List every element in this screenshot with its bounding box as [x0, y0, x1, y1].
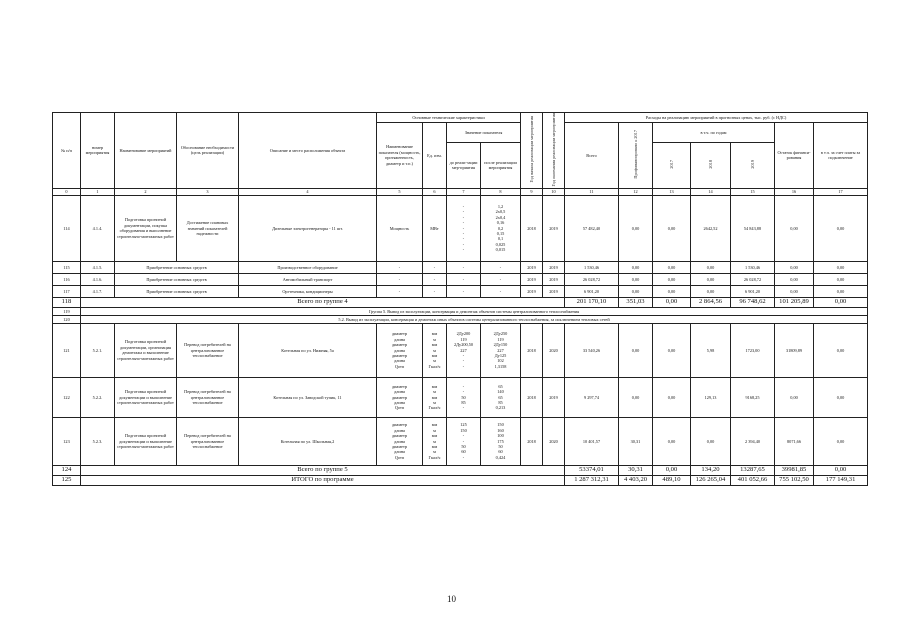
row-total: 201 170,10 — [565, 297, 619, 307]
row-no: 119 — [53, 307, 81, 315]
row-after: 1,2 2x0,5 2x0,4 0,16 0,2 0,15 0,1 0,025 0,015 — [481, 195, 521, 261]
row-total: 1 530,46 — [565, 261, 619, 273]
row-total: 33 540,26 — [565, 323, 619, 377]
hdr-financed: Профинансировано к 2017 — [619, 123, 653, 189]
row-no: 122 — [53, 377, 81, 417]
hdr-reason: Обоснование необходимости (цель реализации) — [177, 113, 239, 189]
program-total-row — [53, 475, 868, 485]
row-param: - — [377, 273, 423, 285]
hdr-tech-group: Основные технические характеристики — [377, 113, 521, 123]
row-name: Подготовка проектной документации, организация демонтажа и выполнение строительно-монтажных работ — [115, 323, 177, 377]
col-number: 16 — [775, 188, 814, 195]
row-2018: 2 864,56 — [691, 297, 731, 307]
row-unit: мм м мм м Гкал/ч — [423, 377, 447, 417]
row-remain: 39981,85 — [775, 465, 814, 475]
row-year-start: 2019 — [521, 261, 543, 273]
hdr-values-group: Значение показателя — [447, 123, 521, 143]
row-fee: 0,00 — [814, 377, 868, 417]
row-2017: 0,00 — [653, 297, 691, 307]
row-unit: - — [423, 273, 447, 285]
row-no: 120 — [53, 315, 81, 323]
row-before: - - 50 85 - — [447, 377, 481, 417]
row-remain: 0,00 — [775, 285, 814, 297]
hdr-year-start: Год начала реализации мероприятия — [521, 113, 543, 189]
row-param: Мощность — [377, 195, 423, 261]
col-number: 3 — [177, 188, 239, 195]
col-number: 4 — [239, 188, 377, 195]
row-total: 26 028,72 — [565, 273, 619, 285]
row-fee: 0,00 — [814, 297, 868, 307]
row-no: 117 — [53, 285, 81, 297]
row-desc: Дизельные электрогенераторы - 11 шт. — [239, 195, 377, 261]
row-remain: 0,00 — [775, 273, 814, 285]
row-financed: 0,00 — [619, 323, 653, 377]
hdr-2019: 2019 — [731, 142, 775, 188]
group-total-label: Всего по группе 4 — [81, 297, 565, 307]
row-no: 118 — [53, 297, 81, 307]
row-desc: Котельная по ул. Заводской тупик, 11 — [239, 377, 377, 417]
row-param: - — [377, 285, 423, 297]
row-2018: 126 265,04 — [691, 475, 731, 485]
row-after: 150 160 100 175 50 60 0,424 — [481, 417, 521, 465]
row-remain: 0,00 — [775, 261, 814, 273]
hdr-desc: Описание и место расположения объекта — [239, 113, 377, 189]
row-desc: Производственное оборудование — [239, 261, 377, 273]
row-name: Подготовка проектной документации, покупка оборудования и выполнение строительно-монтажных работ — [115, 195, 177, 261]
row-unit: мм м мм м мм м Гкал/ч — [423, 323, 447, 377]
row-2017: 0,00 — [653, 323, 691, 377]
table-row — [53, 261, 868, 273]
row-2017: 489,10 — [653, 475, 691, 485]
row-total: 53374,01 — [565, 465, 619, 475]
row-total: 9 297,74 — [565, 377, 619, 417]
row-code: 5.2.3. — [81, 417, 115, 465]
row-2019: 6 901,20 — [731, 285, 775, 297]
row-2018: 5,98 — [691, 323, 731, 377]
row-reason: Перевод потребителей на централизованное теплоснабжение — [177, 323, 239, 377]
section-row — [53, 307, 868, 315]
row-total: 6 901,20 — [565, 285, 619, 297]
row-financed: 0,00 — [619, 273, 653, 285]
row-name: Приобретение основных средств — [115, 261, 239, 273]
col-number: 9 — [521, 188, 543, 195]
row-financed: 30,31 — [619, 465, 653, 475]
hdr-before: до реали-зации мер-приятия — [447, 142, 481, 188]
row-financed: 30,31 — [619, 417, 653, 465]
row-unit: мм м мм м мм м Гкал/ч — [423, 417, 447, 465]
hdr-year-end: Год окончания реализации мероприятия — [543, 113, 565, 189]
row-name: Подготовка проектной документации и выполнение строительно-монтажных работ — [115, 377, 177, 417]
row-fee: 0,00 — [814, 273, 868, 285]
row-after: - — [481, 273, 521, 285]
col-number: 15 — [731, 188, 775, 195]
document-page — [52, 112, 867, 512]
row-before: - — [447, 261, 481, 273]
row-param: диаметр длина диаметр длина диаметр длина Qотп — [377, 417, 423, 465]
row-name: Подготовка проектной документации и выполнение строительно-монтажных работ — [115, 417, 177, 465]
table-row — [53, 273, 868, 285]
hdr-cost-group: Расходы на реализацию мероприятий в прогнозных ценах, тыс. руб. (с НДС) — [565, 113, 868, 123]
row-reason: Достижение плановых значений показателей надежности — [177, 195, 239, 261]
row-name: Приобретение основных средств — [115, 285, 239, 297]
row-fee: 0,00 — [814, 465, 868, 475]
row-2017: 0,00 — [653, 417, 691, 465]
hdr-unit: Ед. изм. — [423, 123, 447, 189]
row-financed: 4 403,20 — [619, 475, 653, 485]
col-number: 0 — [53, 188, 81, 195]
table-row — [53, 195, 868, 261]
row-2018: 0,00 — [691, 273, 731, 285]
row-2018: 0,00 — [691, 261, 731, 273]
row-remain: 101 205,89 — [775, 297, 814, 307]
row-before: 2Ду200 119 2Ду200,50 227 - - - — [447, 323, 481, 377]
row-code: 4.1.6. — [81, 273, 115, 285]
row-year-end: 2020 — [543, 417, 565, 465]
row-remain: 0,00 — [775, 377, 814, 417]
row-2019: 2 394,40 — [731, 417, 775, 465]
row-fee: 0,00 — [814, 195, 868, 261]
hdr-years-group: в т.ч. по годам — [653, 123, 775, 143]
row-after: 2Ду250 119 2Ду150 227 Ду125 102 1,3158 — [481, 323, 521, 377]
col-number: 14 — [691, 188, 731, 195]
row-2019: 1 530,46 — [731, 261, 775, 273]
row-no: 116 — [53, 273, 81, 285]
col-number: 13 — [653, 188, 691, 195]
col-number: 8 — [481, 188, 521, 195]
row-unit: МВт — [423, 195, 447, 261]
row-after: 65 140 65 85 0,213 — [481, 377, 521, 417]
row-no: 123 — [53, 417, 81, 465]
row-before: - — [447, 285, 481, 297]
row-2017: 0,00 — [653, 377, 691, 417]
hdr-param: Наименование показателя (мощность, протяженность, диаметр и т.п.) — [377, 123, 423, 189]
hdr-total: Всего — [565, 123, 619, 189]
row-no: 121 — [53, 323, 81, 377]
row-no: 114 — [53, 195, 81, 261]
row-param: диаметр длина диаметр длина Qотп — [377, 377, 423, 417]
row-remain: 31809,89 — [775, 323, 814, 377]
row-year-start: 2018 — [521, 377, 543, 417]
table-row — [53, 417, 868, 465]
row-financed: 0,00 — [619, 285, 653, 297]
section-heading: 5.2. Вывод из эксплуатации, консервация и демонтаж иных объектов системы централизованного теплоснабжения, за исключением тепловых сетей — [81, 315, 868, 323]
row-2019: 401 052,66 — [731, 475, 775, 485]
row-code: 5.2.1. — [81, 323, 115, 377]
row-2018: 2642,52 — [691, 195, 731, 261]
row-2018: 134,20 — [691, 465, 731, 475]
row-param: диаметр длина диаметр длина диаметр длина Qотп — [377, 323, 423, 377]
row-2017: 0,00 — [653, 261, 691, 273]
row-code: 4.1.7. — [81, 285, 115, 297]
row-fee: 177 149,31 — [814, 475, 868, 485]
row-year-end: 2019 — [543, 195, 565, 261]
row-2019: 54 843,88 — [731, 195, 775, 261]
hdr-2018: 2018 — [691, 142, 731, 188]
row-financed: 0,00 — [619, 377, 653, 417]
row-before: - - - - - - - - - — [447, 195, 481, 261]
row-financed: 351,03 — [619, 297, 653, 307]
row-code: 4.1.4. — [81, 195, 115, 261]
row-unit: - — [423, 261, 447, 273]
row-desc: Котельная по ул. Нижняя, 5а — [239, 323, 377, 377]
row-total: 1 287 312,31 — [565, 475, 619, 485]
section-row — [53, 315, 868, 323]
col-number: 17 — [814, 188, 868, 195]
row-code: 5.2.2. — [81, 377, 115, 417]
page-number: 10 — [447, 594, 456, 604]
hdr-fee: в т.ч. за счет платы за подключение — [814, 123, 868, 189]
row-unit: - — [423, 285, 447, 297]
row-2017: 0,00 — [653, 273, 691, 285]
row-financed: 0,00 — [619, 195, 653, 261]
row-after: - — [481, 261, 521, 273]
row-2018: 0,00 — [691, 417, 731, 465]
row-after: - — [481, 285, 521, 297]
col-number: 10 — [543, 188, 565, 195]
row-reason: Перевод потребителей на централизованное теплоснабжение — [177, 417, 239, 465]
row-fee: 0,00 — [814, 417, 868, 465]
row-year-start: 2018 — [521, 195, 543, 261]
row-financed: 0,00 — [619, 261, 653, 273]
row-name: Приобретение основных средств — [115, 273, 239, 285]
row-year-start: 2019 — [521, 285, 543, 297]
row-year-start: 2018 — [521, 417, 543, 465]
row-fee: 0,00 — [814, 261, 868, 273]
row-2018: 0,00 — [691, 285, 731, 297]
row-no: 125 — [53, 475, 81, 485]
row-fee: 0,00 — [814, 323, 868, 377]
row-year-end: 2019 — [543, 377, 565, 417]
col-number: 6 — [423, 188, 447, 195]
col-number: 2 — [115, 188, 177, 195]
row-before: 125 150 - - 50 60 - — [447, 417, 481, 465]
row-remain: 0,00 — [775, 195, 814, 261]
row-2017: 0,00 — [653, 285, 691, 297]
row-reason: Перевод потребителей на централизованное теплоснабжение — [177, 377, 239, 417]
row-year-start: 2019 — [521, 273, 543, 285]
group-total-row — [53, 465, 868, 475]
row-2019: 1723,00 — [731, 323, 775, 377]
hdr-name: Наименование мероприятий — [115, 113, 177, 189]
row-year-start: 2018 — [521, 323, 543, 377]
row-no: 124 — [53, 465, 81, 475]
col-number: 5 — [377, 188, 423, 195]
row-year-end: 2019 — [543, 261, 565, 273]
row-2017: 0,00 — [653, 195, 691, 261]
hdr-remain: Остаток финанси-рования — [775, 123, 814, 189]
row-fee: 0,00 — [814, 285, 868, 297]
table-row — [53, 377, 868, 417]
row-2019: 13287,65 — [731, 465, 775, 475]
row-total: 10 401,57 — [565, 417, 619, 465]
col-number: 1 — [81, 188, 115, 195]
row-2018: 129,13 — [691, 377, 731, 417]
row-2019: 26 028,72 — [731, 273, 775, 285]
row-year-end: 2019 — [543, 273, 565, 285]
hdr-after: после реализации мероприятия — [481, 142, 521, 188]
hdr-code: номер мероприятия — [81, 113, 115, 189]
col-number: 7 — [447, 188, 481, 195]
row-year-end: 2020 — [543, 323, 565, 377]
row-param: - — [377, 261, 423, 273]
group-total-row — [53, 297, 868, 307]
row-no: 115 — [53, 261, 81, 273]
row-desc: Автомобильный транспорт — [239, 273, 377, 285]
row-code: 4.1.5. — [81, 261, 115, 273]
row-remain: 8071,66 — [775, 417, 814, 465]
row-remain: 755 102,50 — [775, 475, 814, 485]
row-desc: Оргтехника, кондиционеры — [239, 285, 377, 297]
row-before: - — [447, 273, 481, 285]
col-number: 12 — [619, 188, 653, 195]
row-desc: Котельная по ул. Школьная,2 — [239, 417, 377, 465]
hdr-2017: 2017 — [653, 142, 691, 188]
table-row — [53, 323, 868, 377]
row-2019: 9168,25 — [731, 377, 775, 417]
group-total-label: Всего по группе 5 — [81, 465, 565, 475]
investment-program-table — [52, 112, 868, 486]
row-2017: 0,00 — [653, 465, 691, 475]
col-number: 11 — [565, 188, 619, 195]
section-heading: Группа 5. Вывод из эксплуатации, консервация и демонтаж объектов системы централизованного теплоснабжения — [81, 307, 868, 315]
row-total: 57 482,40 — [565, 195, 619, 261]
table-row — [53, 285, 868, 297]
program-total-label: ИТОГО по программе — [81, 475, 565, 485]
row-2019: 96 748,62 — [731, 297, 775, 307]
hdr-no: № п/п — [53, 113, 81, 189]
row-year-end: 2019 — [543, 285, 565, 297]
